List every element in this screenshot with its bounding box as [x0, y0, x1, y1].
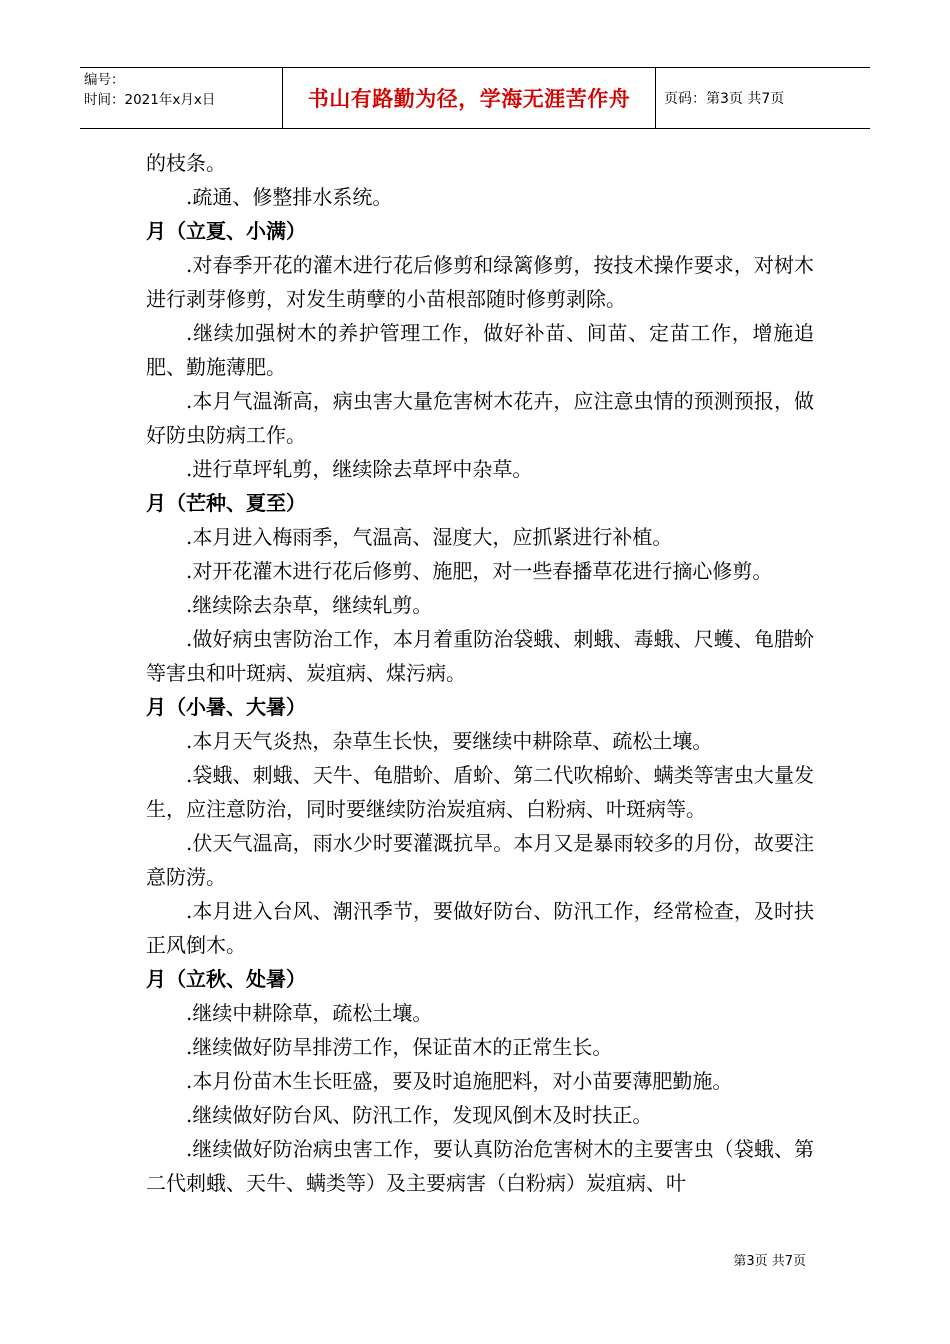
body-paragraph: 的枝条。 — [146, 151, 226, 175]
body-paragraph: .继续做好防治病虫害工作，要认真防治危害树木的主要害虫（袋蛾、第二代刺蛾、天牛、螨类等）及主要病害（白粉病）炭疽病、叶 — [146, 1137, 814, 1195]
section-heading: 月（小暑、大暑） — [146, 695, 306, 719]
document-number-label: 编号： — [84, 72, 125, 88]
body-paragraph: .疏通、修整排水系统。 — [186, 185, 393, 209]
body-paragraph: .做好病虫害防治工作，本月着重防治袋蛾、刺蛾、毒蛾、尺蠖、龟腊蚧等害虫和叶斑病、炭疽病、煤污病。 — [146, 627, 814, 685]
body-paragraph: .本月进入台风、潮汛季节，要做好防台、防汛工作，经常检查，及时扶正风倒木。 — [146, 899, 814, 957]
document-date-label: 时间：2021年x月x日 — [84, 92, 216, 108]
header-page-number: 页码：第3页 共7页 — [664, 91, 785, 107]
body-paragraph: .继续做好防台风、防汛工作，发现风倒木及时扶正。 — [186, 1103, 653, 1127]
body-paragraph: .伏天气温高，雨水少时要灌溉抗旱。本月又是暴雨较多的月份，故要注意防涝。 — [146, 831, 814, 889]
header-motto: 书山有路勤为径，学海无涯苦作舟 — [282, 68, 656, 128]
body-paragraph: .对开花灌木进行花后修剪、施肥，对一些春播草花进行摘心修剪。 — [186, 559, 773, 583]
section-heading: 月（立夏、小满） — [146, 219, 306, 243]
section-heading: 月（立秋、处暑） — [146, 967, 306, 991]
section-heading: 月（芒种、夏至） — [146, 491, 306, 515]
body-paragraph: .袋蛾、刺蛾、天牛、龟腊蚧、盾蚧、第二代吹棉蚧、螨类等害虫大量发生，应注意防治，同时要继续防治炭疽病、白粉病、叶斑病等。 — [146, 763, 814, 821]
body-paragraph: .对春季开花的灌木进行花后修剪和绿篱修剪，按技术操作要求，对树木进行剥芽修剪，对发生萌孽的小苗根部随时修剪剥除。 — [146, 253, 814, 311]
body-paragraph: .继续做好防旱排涝工作，保证苗木的正常生长。 — [186, 1035, 613, 1059]
body-paragraph: .本月天气炎热，杂草生长快，要继续中耕除草、疏松土壤。 — [186, 729, 713, 753]
document-body — [146, 146, 814, 1200]
body-paragraph: .本月进入梅雨季，气温高、湿度大，应抓紧进行补植。 — [186, 525, 673, 549]
body-paragraph: .本月份苗木生长旺盛，要及时追施肥料，对小苗要薄肥勤施。 — [186, 1069, 733, 1093]
body-paragraph: .继续中耕除草，疏松土壤。 — [186, 1001, 433, 1025]
page-header — [80, 67, 870, 129]
footer-page-number: 第3页 共7页 — [733, 1254, 806, 1269]
body-paragraph: .本月气温渐高，病虫害大量危害树木花卉，应注意虫情的预测预报，做好防虫防病工作。 — [146, 389, 814, 447]
header-meta — [80, 68, 282, 128]
body-paragraph: .继续加强树木的养护管理工作，做好补苗、间苗、定苗工作，增施追肥、勤施薄肥。 — [146, 321, 814, 379]
body-paragraph: .继续除去杂草，继续轧剪。 — [186, 593, 433, 617]
body-paragraph: .进行草坪轧剪，继续除去草坪中杂草。 — [186, 457, 533, 481]
